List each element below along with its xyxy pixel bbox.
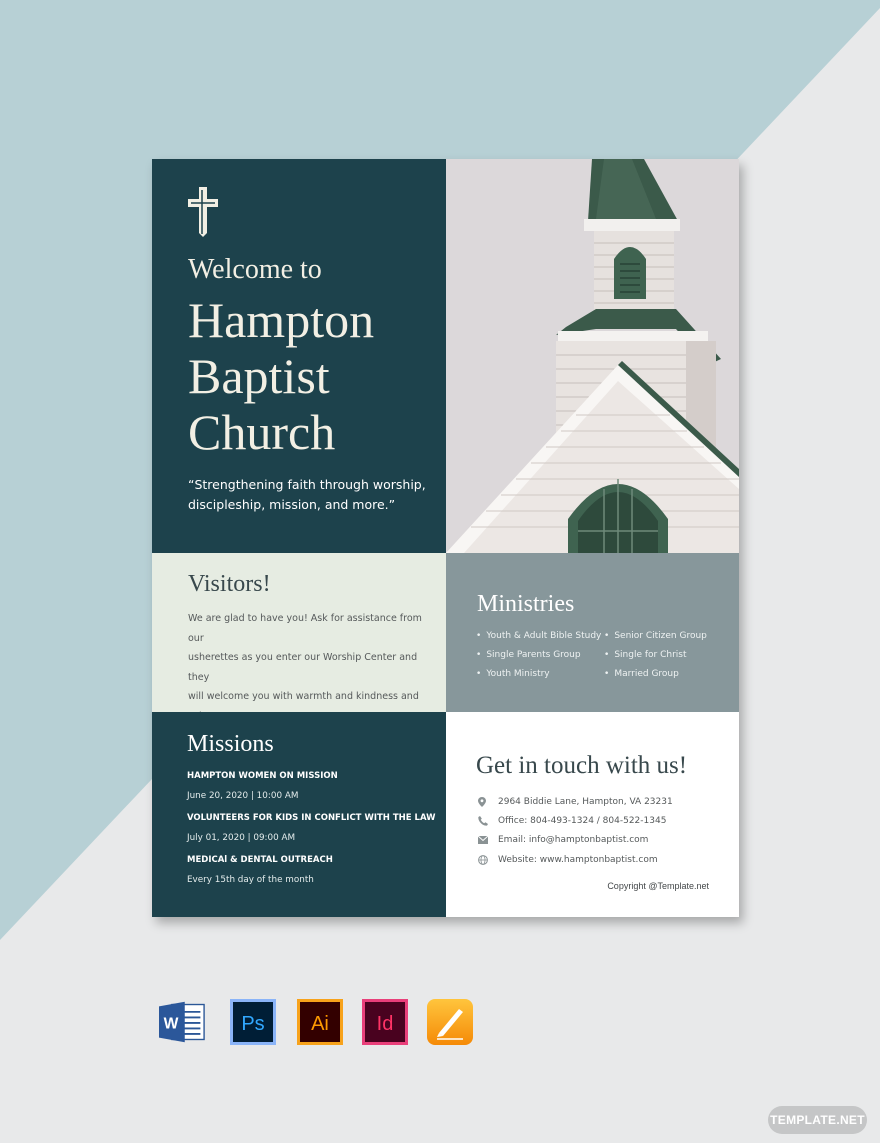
ministry-label: Youth & Adult Bible Study [486, 631, 602, 641]
steeple-illustration [446, 159, 739, 553]
visitors-section [152, 553, 446, 712]
contact-website [478, 850, 728, 869]
mission-date: Every 15th day of the month [187, 875, 314, 885]
tagline [188, 475, 428, 514]
missions-title: Missions [187, 731, 274, 757]
illustrator-icon[interactable] [297, 999, 343, 1045]
svg-text:Ai: Ai [311, 1013, 329, 1035]
ministries-list [476, 630, 716, 681]
indesign-icon[interactable] [362, 999, 408, 1045]
ministry-item [604, 630, 716, 643]
ministries-title: Ministries [477, 591, 575, 617]
ministry-item [476, 630, 604, 643]
missions-list [187, 770, 437, 896]
bullet-icon: • [604, 669, 610, 679]
contact-email-text: Email: info@hamptonbaptist.com [498, 835, 649, 846]
church-flyer [152, 159, 739, 917]
church-name-line: Baptist [188, 348, 330, 404]
tagline-line: discipleship, mission, and more.” [188, 496, 396, 512]
visitors-line: will welcome you with warmth and kindness and [188, 691, 419, 702]
ministry-label: Youth Ministry [486, 669, 550, 679]
contact-address-text: 2964 Biddie Lane, Hampton, VA 23231 [498, 796, 673, 807]
ministry-label: Single for Christ [614, 650, 687, 660]
church-steeple-photo [446, 159, 739, 553]
bullet-icon: • [476, 650, 482, 660]
svg-text:W: W [163, 1015, 179, 1033]
bullet-icon: • [476, 669, 482, 679]
church-name [188, 292, 374, 460]
mission-name: VOLUNTEERS FOR KIDS IN CONFLICT WITH THE LAW [187, 813, 436, 823]
contact-phone [478, 811, 728, 830]
pages-icon[interactable] [427, 999, 473, 1045]
ministry-item [604, 649, 716, 662]
visitors-line: We are glad to have you! Ask for assistance from our [188, 613, 422, 644]
missions-section [152, 712, 446, 917]
globe-icon [478, 855, 498, 865]
ministry-label: Single Parents Group [486, 650, 581, 660]
hero-panel [152, 159, 446, 553]
mission-date: June 20, 2020 | 10:00 AM [187, 791, 299, 801]
location-pin-icon [478, 797, 498, 807]
svg-text:Ps: Ps [241, 1013, 265, 1035]
contact-title: Get in touch with us! [476, 752, 688, 779]
contact-website-text: Website: www.hamptonbaptist.com [498, 854, 658, 865]
envelope-icon [478, 836, 498, 844]
bullet-icon: • [604, 650, 610, 660]
mission-name: MEDICAl & DENTAL OUTREACH [187, 855, 333, 865]
tagline-line: “Strengthening faith through worship, [188, 477, 426, 492]
ministry-item [476, 668, 604, 681]
phone-icon [478, 816, 498, 826]
mission-name: HAMPTON WOMEN ON MISSION [187, 771, 338, 781]
church-name-line: Church [188, 404, 336, 460]
svg-text:Id: Id [376, 1013, 394, 1035]
visitors-text [188, 609, 428, 726]
contact-phone-text: Office: 804-493-1324 / 804-522-1345 [498, 815, 667, 826]
photoshop-icon[interactable] [230, 999, 276, 1045]
cross-icon [188, 187, 218, 237]
copyright-text: Copyright @Template.net [607, 881, 709, 891]
visitors-title: Visitors! [188, 571, 271, 597]
contact-address [478, 792, 728, 811]
ministries-section [446, 553, 739, 712]
contact-section [446, 712, 739, 917]
word-icon[interactable] [159, 999, 205, 1045]
bullet-icon: • [476, 631, 482, 641]
ministry-item [476, 649, 604, 662]
welcome-text: Welcome to [188, 254, 322, 285]
bullet-icon: • [604, 631, 610, 641]
visitors-line: usherettes as you enter our Worship Center and they [188, 652, 418, 683]
church-name-line: Hampton [188, 292, 375, 348]
ministry-label: Married Group [614, 669, 679, 679]
mission-date: July 01, 2020 | 09:00 AM [187, 833, 296, 843]
ministry-label: Senior Citizen Group [614, 631, 707, 641]
template-net-badge[interactable]: TEMPLATE.NET [768, 1106, 867, 1134]
ministry-item [604, 668, 716, 681]
contact-email [478, 831, 728, 850]
contact-list [478, 792, 728, 869]
